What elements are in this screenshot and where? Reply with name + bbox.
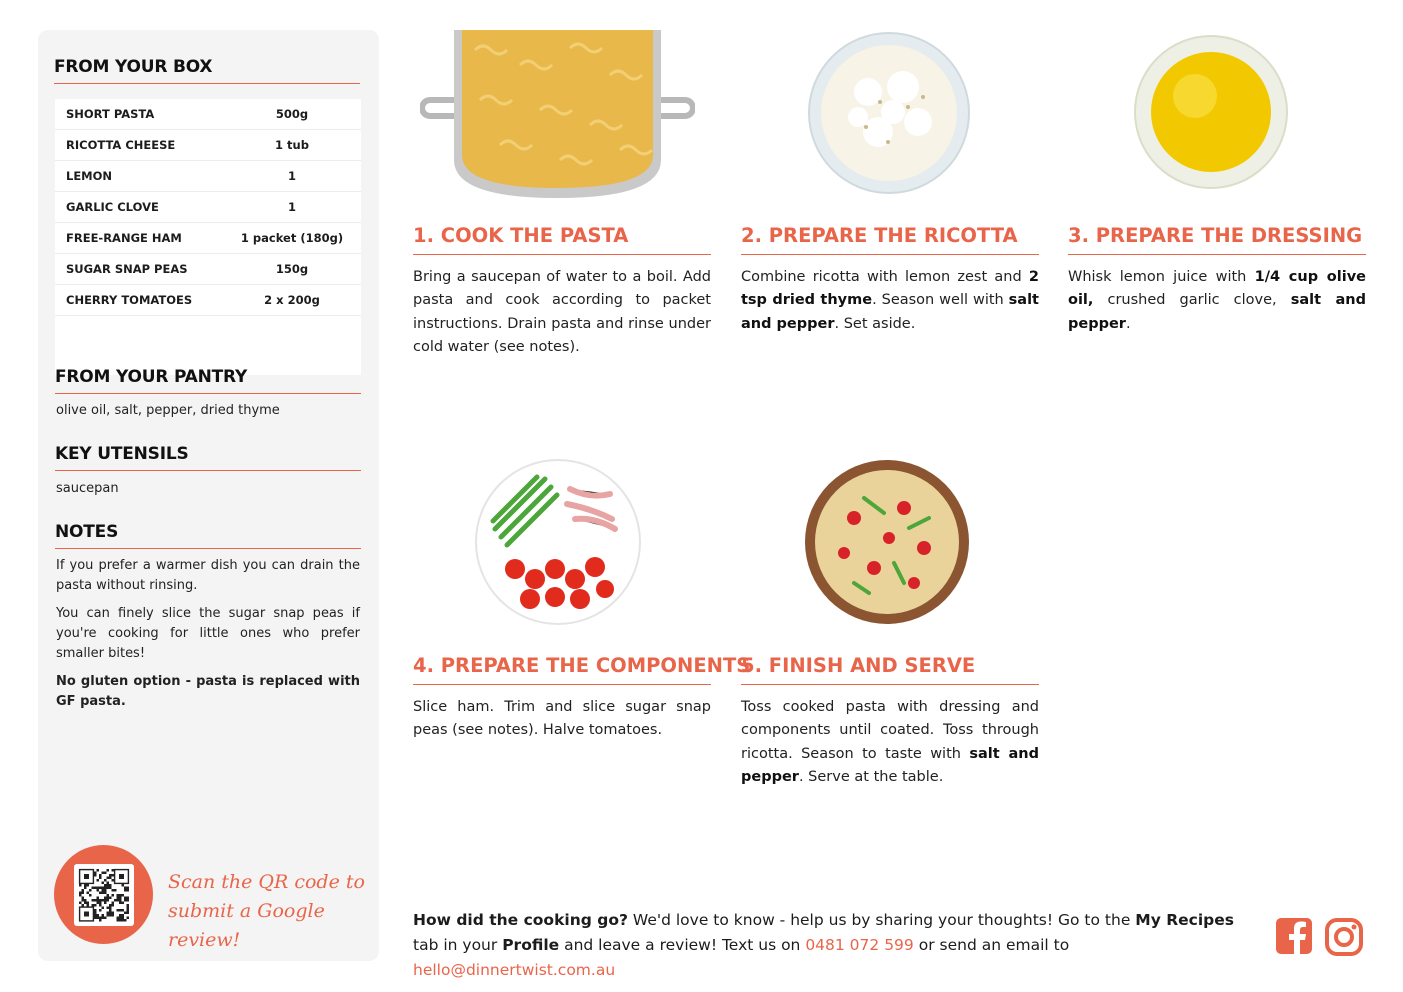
utensils-text: saucepan [56, 481, 119, 496]
instagram-icon[interactable] [1325, 918, 1363, 956]
text-run: Slice ham. Trim and slice sugar snap peas (see notes). Halve tomatoes. [413, 699, 711, 739]
facebook-icon[interactable] [1276, 918, 1312, 954]
ingredient-row [55, 161, 361, 192]
ingredient-name: FREE-RANGE HAM [66, 231, 182, 245]
text-run: . Set aside. [834, 315, 916, 332]
ingredient-row [55, 223, 361, 254]
bold-text: 1/4 cup olive oil, [1068, 269, 1366, 309]
text-run: Bring a saucepan of water to a boil. Add pasta and cook according to packet instructions. Drain pasta and rinse under cold water (see notes). [413, 269, 711, 355]
dressing-bowl-image [1133, 34, 1290, 191]
qr-code-badge[interactable] [54, 845, 153, 944]
ingredient-name: LEMON [66, 169, 113, 183]
bold-text: salt and pepper [1068, 292, 1366, 332]
pasta-salad-bowl-image [804, 458, 971, 626]
ingredient-qty: 1 packet (180g) [240, 231, 344, 245]
bold-text: salt and pepper [741, 292, 1039, 332]
step-instructions [413, 696, 711, 743]
bold-text: Profile [502, 936, 560, 954]
step-instructions [741, 696, 1039, 789]
text-run: Combine ricotta with lemon zest and [741, 269, 1029, 285]
notes-list [56, 556, 360, 720]
step-title: 3. PREPARE THE DRESSING [1068, 224, 1366, 255]
contact-link[interactable]: 0481 072 599 [805, 936, 914, 954]
qr-caption-line2: submit a Google review! [168, 900, 325, 951]
text-run: or send an email to [913, 936, 1070, 954]
text-run: and leave a review! Text us on [559, 936, 806, 954]
pasta-colander-image [420, 30, 695, 200]
note: If you prefer a warmer dish you can drain the pasta without rinsing. [56, 558, 360, 593]
pantry-heading: FROM YOUR PANTRY [55, 367, 361, 394]
qr-caption [168, 868, 368, 955]
pantry-text: olive oil, salt, pepper, dried thyme [56, 403, 280, 418]
box-heading: FROM YOUR BOX [54, 57, 360, 84]
ingredient-row [55, 130, 361, 161]
qr-code-icon[interactable] [74, 864, 134, 926]
ingredient-name: CHERRY TOMATOES [66, 293, 193, 307]
text-run: . Season well with [872, 292, 1009, 309]
text-run: . Serve at the table. [798, 768, 944, 785]
utensils-heading: KEY UTENSILS [55, 444, 361, 471]
step-title: 1. COOK THE PASTA [413, 224, 711, 255]
bold-text: salt and pepper [741, 745, 1039, 785]
bold-text: 2 tsp dried thyme [741, 269, 1039, 309]
ingredient-qty: 1 [287, 169, 296, 183]
ingredient-qty: 1 tub [275, 138, 309, 152]
feedback-message [413, 908, 1263, 983]
ingredient-qty: 1 [287, 200, 296, 214]
step-instructions [741, 266, 1039, 336]
ingredient-row [55, 192, 361, 223]
ingredient-name: SUGAR SNAP PEAS [66, 262, 188, 276]
ingredient-name: SHORT PASTA [66, 107, 155, 121]
text-run: tab in your [413, 936, 503, 954]
ingredient-row [55, 254, 361, 285]
ingredients-table [55, 99, 361, 375]
text-run: Whisk lemon juice with [1068, 269, 1255, 285]
ingredients-panel [38, 30, 379, 961]
ingredient-qty: 500g [275, 107, 309, 121]
step-title: 4. PREPARE THE COMPONENTS [413, 654, 711, 685]
note-gluten-free: No gluten option - pasta is replaced with GF pasta. [56, 674, 360, 709]
ingredient-qty: 150g [275, 262, 309, 276]
note: You can finely slice the sugar snap peas if you're cooking for little ones who prefer smaller bites! [56, 606, 360, 661]
contact-link[interactable]: hello@dinnertwist.com.au [413, 961, 616, 979]
ingredient-qty: 2 x 200g [264, 293, 320, 307]
text-run: Toss cooked pasta with dressing and components until coated. Toss through ricotta. Season to taste with [741, 699, 1039, 762]
text-run: crushed garlic clove, [1093, 292, 1291, 309]
bold-text: My Recipes [1135, 911, 1234, 929]
step-instructions [1068, 266, 1366, 336]
text-run: We'd love to know - help us by sharing your thoughts! Go to the [627, 911, 1136, 929]
text-run: . [1125, 315, 1131, 332]
qr-caption-line1: Scan the QR code to [168, 871, 365, 893]
ricotta-bowl-image [808, 32, 971, 195]
ingredient-row [55, 99, 361, 130]
step-title: 5. FINISH AND SERVE [741, 654, 1039, 685]
ingredient-row [55, 285, 361, 316]
notes-heading: NOTES [55, 522, 361, 549]
ingredient-name: GARLIC CLOVE [66, 200, 159, 214]
step-instructions [413, 266, 711, 359]
components-plate-image [475, 459, 641, 625]
ingredient-name: RICOTTA CHEESE [66, 138, 176, 152]
step-title: 2. PREPARE THE RICOTTA [741, 224, 1039, 255]
bold-text: How did the cooking go? [413, 911, 628, 929]
